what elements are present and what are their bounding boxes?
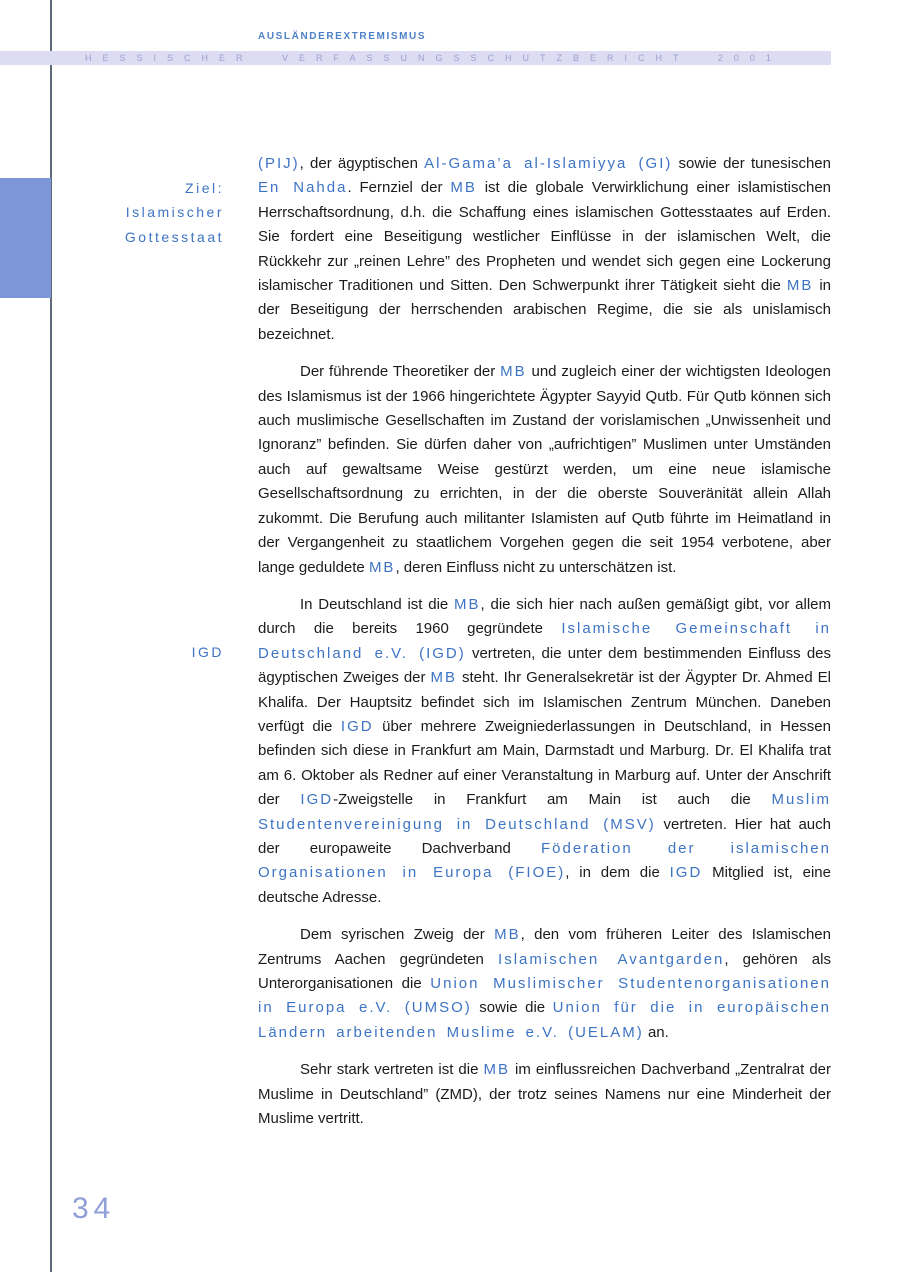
body-text-segment: ist die globale Verwirklichung einer islamistischen Herrschaftsordnung, d.h. die Schaffung eines islamischen Gottesstaates auf Erden. Sie fordert eine Beseitigung westlicher Einflüsse in der islamischen Welt, die Rückkehr zur „reinen Lehre” des Propheten und wendet sich gegen eine Lockerung islamischer Traditionen und Sitten. Den Schwerpunkt ihrer Tätigkeit sieht die <box>258 179 832 295</box>
paragraph <box>258 152 831 347</box>
margin-note-line: Gottesstaat <box>124 228 224 245</box>
highlighted-term: MB <box>494 926 521 944</box>
highlighted-term: Muslim Studentenvereinigung in Deutschland (MSV) <box>258 791 831 833</box>
body-text-segment: im einflussreichen Dachverband „Zentralrat der Muslime in Deutschland” (ZMD), der trotz seines Namens nur eine Minderheit der Muslime vertritt. <box>258 1061 831 1128</box>
highlighted-term: IGD <box>669 864 703 882</box>
margin-note-line: IGD <box>191 644 224 660</box>
paragraph <box>258 593 831 910</box>
margin-note-line: Ziel: <box>185 180 224 196</box>
paragraph <box>258 1058 831 1131</box>
highlighted-term: Islamische Gemeinschaft in Deutschland e.V. (IGD) <box>258 620 831 662</box>
body-text-segment: , deren Einfluss nicht zu unterschätzen ist. <box>395 558 677 576</box>
margin-note-line: Islamischer <box>125 204 224 221</box>
margin-note <box>0 640 224 664</box>
report-title: HESSISCHER VERFASSUNGSSCHUTZBERICHT 2001 <box>85 53 782 63</box>
margin-note <box>0 176 224 249</box>
section-label: AUSLÄNDEREXTREMISMUS <box>258 31 427 42</box>
body-text-segment: steht. Ihr Generalsekretär ist der Ägypter Dr. Ahmed El Khalifa. Der Hauptsitz befindet sich im Islamischen Zentrum München. Daneben verfügt die <box>258 669 832 735</box>
highlighted-term: MB <box>450 179 477 197</box>
highlighted-term: (PIJ) <box>258 155 300 172</box>
body-text-segment: , den vom früheren Leiter des Islamischen Zentrums Aachen gegründeten <box>258 926 831 968</box>
highlighted-term: MB <box>454 595 481 613</box>
highlighted-term: MB <box>430 669 457 687</box>
highlighted-term: Föderation der islamischen Organisationen in Europa (FIOE) <box>258 839 831 882</box>
highlighted-term: Union für die in europäischen Ländern arbeitenden Muslime e.V. (UELAM) <box>258 999 832 1041</box>
body-text-segment: , gehören als Unterorganisationen die <box>258 950 831 992</box>
body-text-segment: -Zweigstelle in Frankfurt am Main ist auch die <box>333 791 772 809</box>
paragraph <box>258 360 831 580</box>
body-text-segment: an. <box>643 1023 669 1041</box>
highlighted-term: MB <box>500 363 527 381</box>
body-text <box>258 152 831 1144</box>
paragraph <box>258 923 831 1045</box>
highlighted-term: Union Muslimischer Studentenorganisationen in Europa e.V. (UMSO) <box>258 975 831 1017</box>
body-text-segment: , die sich hier nach außen gemäßigt gibt, vor allem durch die bereits 1960 gegründete <box>258 595 832 638</box>
body-text-segment: Der führende Theoretiker der <box>300 363 501 381</box>
highlighted-term: IGD <box>340 717 374 735</box>
body-text-segment: über mehrere Zweigniederlassungen in Deutschland, in Hessen befinden sich diese in Frankfurt am Main, Darmstadt und Marburg. Dr. El Khalifa trat am 6. Oktober als Redner auf einer Veranstaltung in Marburg auf. Unter der Anschrift der <box>258 717 831 809</box>
body-text-segment: Mitglied ist, eine deutsche Adresse. <box>258 864 831 906</box>
body-text-segment: , der ägyptischen <box>299 155 425 172</box>
body-text-segment: Dem syrischen Zweig der <box>300 926 495 944</box>
highlighted-term: En Nahda <box>258 179 348 197</box>
body-text-segment: sowie die <box>471 999 553 1017</box>
highlighted-term: IGD <box>300 791 334 809</box>
body-text-segment: vertreten. Hier hat auch der europaweite Dachverband <box>258 815 831 857</box>
body-text-segment: in der Beseitigung der herrschenden arabischen Regime, die sie als unislamisch bezeichnet. <box>258 277 831 343</box>
body-text-segment: . Fernziel der <box>347 179 451 197</box>
highlighted-term: Islamischen Avantgarden <box>498 950 725 968</box>
body-text-segment: , in dem die <box>565 864 670 882</box>
body-text-segment: In Deutschland ist die <box>300 595 455 613</box>
highlighted-term: MB <box>786 277 814 295</box>
highlighted-term: MB <box>368 558 396 576</box>
report-title-bar <box>0 51 831 65</box>
highlighted-term: Al-Gama’a al-Islamiyya (GI) <box>424 155 673 172</box>
body-text-segment: und zugleich einer der wichtigsten Ideologen des Islamismus ist der 1966 hingerichtete Ägypter Sayyid Qutb. Für Qutb können sich auch muslimische Gesellschaften im Zustand der vorislamischen „Unwissenheit und Ignoranz” befinden. Sie dürfen daher von „aufrichtigen” Muslimen unter Umständen auch auf gewaltsame Weise gestürzt werden, um eine neue islamische Gesellschaftsordnung zu errichten, in der die oberste Souveränität allein Allah zukommt. Die Berufung auch militanter Islamisten auf Qutb führte im Heimatland in der Vergangenheit zu staatlichem Vorgehen gegen die seit 1954 verbotene, aber lange geduldete <box>258 363 831 576</box>
body-text-segment: sowie der tunesischen <box>672 155 831 172</box>
highlighted-term: MB <box>483 1061 510 1079</box>
page-number: 34 <box>72 1192 116 1225</box>
body-text-segment: vertreten, die unter dem bestimmenden Einfluss des ägyptischen Zweiges der <box>258 644 832 687</box>
body-text-segment: Sehr stark vertreten ist die <box>300 1061 484 1079</box>
